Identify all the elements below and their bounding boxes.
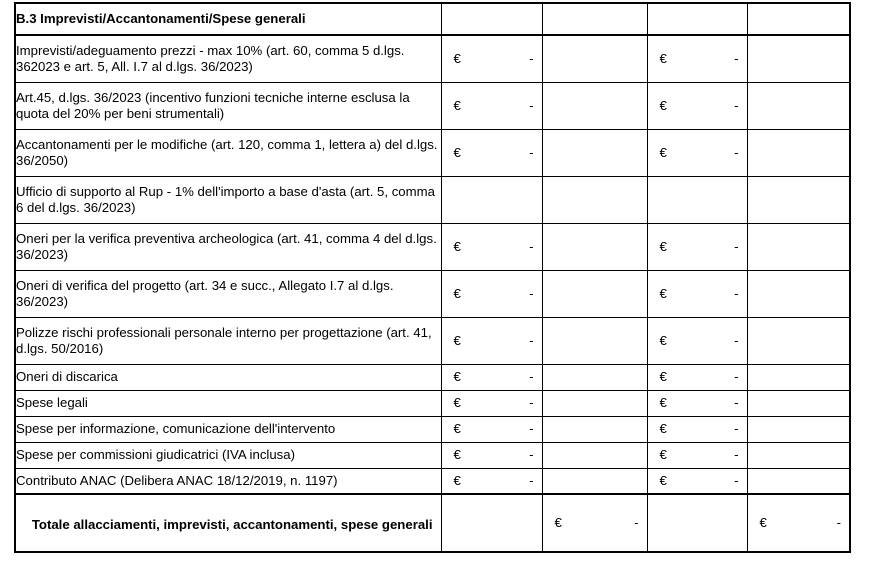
budget-table [14, 2, 851, 553]
row-label: Spese legali [16, 395, 88, 411]
row-label-cell[interactable] [15, 176, 441, 223]
currency-amount: - [529, 421, 534, 437]
row-value-3[interactable] [647, 468, 747, 494]
currency-amount: - [836, 515, 841, 531]
row-value-3[interactable] [647, 176, 747, 223]
currency-amount: - [734, 97, 739, 113]
currency-symbol: € [659, 332, 667, 348]
row-label: Imprevisti/adeguamento prezzi - max 10% (art. 60, comma 5 d.lgs. 362023 e art. 5, All. I.7 al d.lgs. 36/2023) [16, 43, 405, 74]
row-label: Spese per commissioni giudicatrici (IVA inclusa) [16, 447, 295, 463]
currency-symbol: € [659, 285, 667, 301]
row-value-3[interactable] [647, 442, 747, 468]
total-label-cell[interactable] [15, 494, 441, 552]
currency-symbol: € [659, 238, 667, 254]
row-label-cell[interactable] [15, 35, 441, 82]
row-value-1[interactable] [441, 129, 542, 176]
total-row [15, 494, 850, 552]
row-value-1[interactable] [441, 270, 542, 317]
row-value-3[interactable] [647, 223, 747, 270]
currency-amount: - [734, 238, 739, 254]
table-row [15, 176, 850, 223]
table-row [15, 223, 850, 270]
row-label-cell[interactable] [15, 364, 441, 390]
row-value-1[interactable] [441, 317, 542, 364]
currency-amount: - [734, 144, 739, 160]
row-label: Contributo ANAC (Delibera ANAC 18/12/2019, n. 1197) [16, 472, 338, 488]
currency-symbol: € [759, 515, 767, 531]
table-row [15, 35, 850, 82]
row-value-4[interactable] [747, 129, 850, 176]
currency-symbol: € [453, 421, 461, 437]
currency-symbol: € [659, 447, 667, 463]
currency-amount: - [734, 332, 739, 348]
table-row [15, 416, 850, 442]
currency-amount: - [529, 369, 534, 385]
row-value-2[interactable] [542, 35, 647, 82]
row-value-3[interactable] [647, 317, 747, 364]
currency-symbol: € [453, 238, 461, 254]
row-value-4[interactable] [747, 223, 850, 270]
currency-amount: - [734, 447, 739, 463]
table-row [15, 442, 850, 468]
row-value-4[interactable] [747, 364, 850, 390]
currency-amount: - [734, 472, 739, 488]
row-value-2[interactable] [542, 176, 647, 223]
row-value-1[interactable] [441, 35, 542, 82]
row-label: Art.45, d.lgs. 36/2023 (incentivo funzioni tecniche interne esclusa la quota del 20% per beni strumentali) [16, 89, 410, 121]
currency-amount: - [529, 395, 534, 411]
row-value-3[interactable] [647, 416, 747, 442]
row-label-cell[interactable] [15, 82, 441, 129]
currency-amount: - [529, 285, 534, 301]
table-row [15, 390, 850, 416]
row-value-4[interactable] [747, 82, 850, 129]
section-header-value-2[interactable] [542, 3, 647, 35]
currency-symbol: € [659, 472, 667, 488]
row-value-4[interactable] [747, 416, 850, 442]
currency-amount: - [734, 369, 739, 385]
currency-amount: - [734, 285, 739, 301]
row-value-1[interactable] [441, 442, 542, 468]
budget-table-body [15, 3, 850, 552]
currency-amount: - [529, 238, 534, 254]
total-value-2[interactable] [542, 494, 647, 552]
row-label-cell[interactable] [15, 223, 441, 270]
row-label-cell[interactable] [15, 442, 441, 468]
row-label-cell[interactable] [15, 468, 441, 494]
currency-amount: - [529, 472, 534, 488]
row-value-3[interactable] [647, 35, 747, 82]
table-row [15, 270, 850, 317]
row-value-4[interactable] [747, 317, 850, 364]
row-label-cell[interactable] [15, 129, 441, 176]
row-label-cell[interactable] [15, 317, 441, 364]
currency-symbol: € [453, 395, 461, 411]
row-value-1[interactable] [441, 223, 542, 270]
currency-amount: - [634, 515, 639, 531]
currency-amount: - [734, 395, 739, 411]
row-value-4[interactable] [747, 270, 850, 317]
row-label: Accantonamenti per le modifiche (art. 120, comma 1, lettera a) del d.lgs. 36/2050) [16, 136, 438, 168]
currency-symbol: € [659, 97, 667, 113]
currency-symbol: € [554, 515, 562, 531]
currency-symbol: € [659, 144, 667, 160]
spreadsheet-area [14, 2, 849, 553]
row-label-cell[interactable] [15, 390, 441, 416]
total-value-3[interactable] [647, 494, 747, 552]
row-value-3[interactable] [647, 82, 747, 129]
row-value-2[interactable] [542, 223, 647, 270]
section-header-value-1[interactable] [441, 3, 542, 35]
currency-amount: - [529, 332, 534, 348]
row-value-3[interactable] [647, 364, 747, 390]
row-value-1[interactable] [441, 416, 542, 442]
table-row [15, 364, 850, 390]
currency-symbol: € [453, 472, 461, 488]
row-value-4[interactable] [747, 176, 850, 223]
row-label: Oneri di discarica [16, 369, 118, 385]
row-value-2[interactable] [542, 416, 647, 442]
row-label: Polizze rischi professionali personale interno per progettazione (art. 41, d.lgs. 50/2016) [16, 324, 432, 356]
row-label-cell[interactable] [15, 416, 441, 442]
row-value-1[interactable] [441, 176, 542, 223]
row-value-2[interactable] [542, 270, 647, 317]
section-header-label: B.3 Imprevisti/Accantonamenti/Spese generali [16, 11, 306, 27]
row-value-4[interactable] [747, 390, 850, 416]
table-row [15, 129, 850, 176]
section-header-cell[interactable] [15, 3, 441, 35]
row-value-2[interactable] [542, 390, 647, 416]
currency-amount: - [529, 447, 534, 463]
row-label: Oneri di verifica del progetto (art. 34 e succ., Allegato I.7 al d.lgs. 36/2023) [16, 277, 394, 309]
row-label-cell[interactable] [15, 270, 441, 317]
table-row [15, 317, 850, 364]
currency-amount: - [529, 144, 534, 160]
currency-amount: - [529, 97, 534, 113]
row-value-4[interactable] [747, 442, 850, 468]
row-value-1[interactable] [441, 364, 542, 390]
currency-symbol: € [453, 285, 461, 301]
row-value-3[interactable] [647, 390, 747, 416]
row-value-2[interactable] [542, 468, 647, 494]
row-value-1[interactable] [441, 468, 542, 494]
row-label: Spese per informazione, comunicazione dell'intervento [16, 421, 336, 437]
row-value-2[interactable] [542, 317, 647, 364]
row-label: Oneri per la verifica preventiva archeologica (art. 41, comma 4 del d.lgs. 36/2023) [16, 230, 437, 262]
total-value-4[interactable] [747, 494, 850, 552]
row-label: Ufficio di supporto al Rup - 1% dell'importo a base d'asta (art. 5, comma 6 del d.lgs. 36/2023) [16, 183, 435, 215]
currency-symbol: € [453, 97, 461, 113]
currency-symbol: € [659, 421, 667, 437]
row-value-2[interactable] [542, 129, 647, 176]
table-row [15, 82, 850, 129]
row-value-3[interactable] [647, 270, 747, 317]
section-header-value-3[interactable] [647, 3, 747, 35]
currency-symbol: € [453, 447, 461, 463]
row-value-2[interactable] [542, 82, 647, 129]
currency-symbol: € [453, 144, 461, 160]
row-value-4[interactable] [747, 468, 850, 494]
currency-amount: - [734, 421, 739, 437]
row-value-1[interactable] [441, 390, 542, 416]
row-value-4[interactable] [747, 35, 850, 82]
total-label: Totale allacciamenti, imprevisti, accantonamenti, spese generali [31, 517, 433, 533]
currency-symbol: € [453, 369, 461, 385]
currency-symbol: € [453, 332, 461, 348]
table-row [15, 468, 850, 494]
currency-symbol: € [659, 50, 667, 66]
row-value-1[interactable] [441, 82, 542, 129]
currency-amount: - [734, 50, 739, 66]
currency-symbol: € [659, 369, 667, 385]
row-value-3[interactable] [647, 129, 747, 176]
section-header-row [15, 3, 850, 35]
currency-symbol: € [659, 395, 667, 411]
row-value-2[interactable] [542, 442, 647, 468]
total-value-1[interactable] [441, 494, 542, 552]
section-header-value-4[interactable] [747, 3, 850, 35]
currency-amount: - [529, 50, 534, 66]
currency-symbol: € [453, 50, 461, 66]
row-value-2[interactable] [542, 364, 647, 390]
